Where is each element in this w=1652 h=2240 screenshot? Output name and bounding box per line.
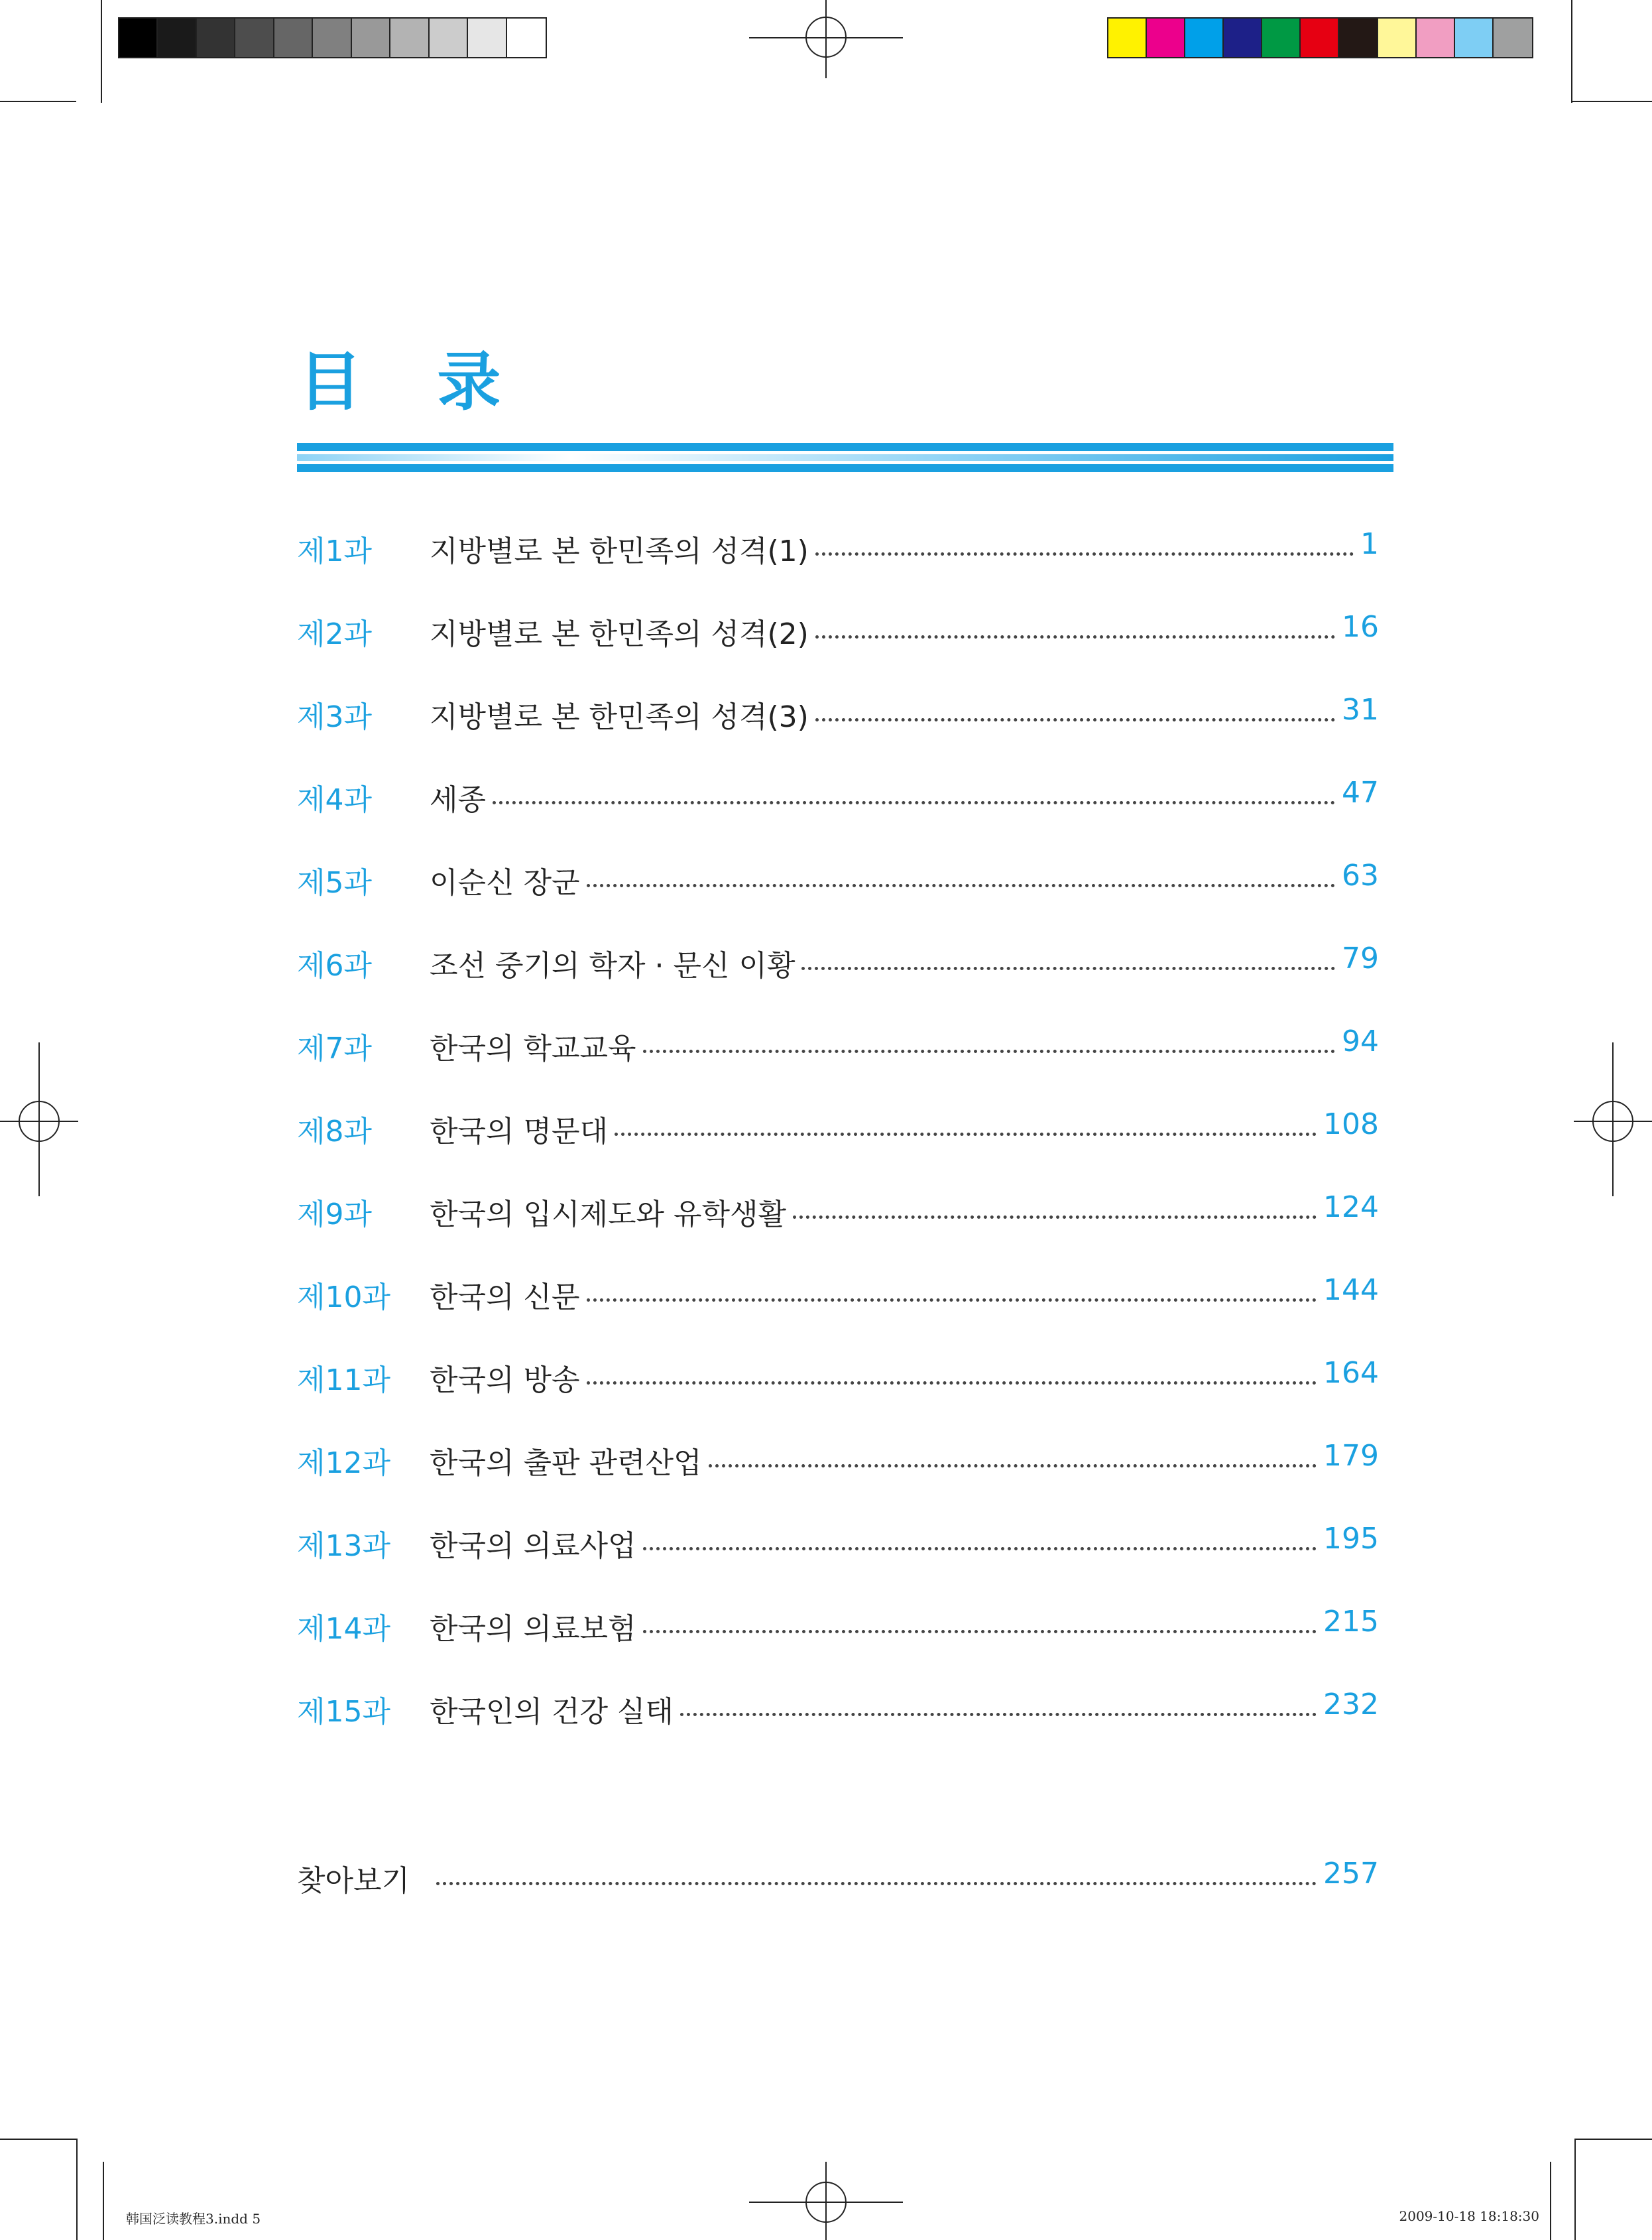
lesson-title: 지방별로 본 한민족의 성격(3) xyxy=(430,700,809,734)
leader-dots xyxy=(587,859,1335,887)
lesson-number: 제2과 xyxy=(297,617,373,651)
toc-row[interactable] xyxy=(297,776,1379,859)
index-page: 257 xyxy=(1323,1857,1379,1891)
page-number: 16 xyxy=(1342,610,1379,644)
toc-row[interactable] xyxy=(297,1025,1379,1107)
color-swatch xyxy=(235,19,274,57)
color-swatch xyxy=(313,19,351,57)
color-swatch xyxy=(468,19,506,57)
page-number: 179 xyxy=(1323,1439,1379,1473)
leader-dots xyxy=(587,1273,1317,1302)
toc-row[interactable] xyxy=(297,1522,1379,1605)
color-swatch xyxy=(1417,19,1455,57)
leader-dots xyxy=(587,1356,1317,1385)
color-swatch xyxy=(1455,19,1494,57)
page-number: 124 xyxy=(1323,1190,1379,1224)
lesson-number: 제1과 xyxy=(297,534,373,568)
color-swatch xyxy=(1108,19,1147,57)
leader-dots xyxy=(815,527,1354,556)
toc-row[interactable] xyxy=(297,1688,1379,1771)
page-number: 195 xyxy=(1323,1522,1379,1556)
page-number: 108 xyxy=(1323,1107,1379,1141)
lesson-number: 제9과 xyxy=(297,1198,373,1231)
page-title: 目 录 xyxy=(298,345,528,419)
color-swatch xyxy=(352,19,390,57)
color-swatch xyxy=(197,19,235,57)
leader-dots xyxy=(436,1857,1317,1885)
toc-row[interactable] xyxy=(297,1605,1379,1688)
lesson-number: 제6과 xyxy=(297,949,373,983)
color-swatch xyxy=(158,19,196,57)
leader-dots xyxy=(815,610,1335,639)
lesson-title: 한국의 신문 xyxy=(430,1280,580,1314)
lesson-title: 한국의 학교교육 xyxy=(430,1032,636,1066)
lesson-number: 제3과 xyxy=(297,700,373,734)
toc-row[interactable] xyxy=(297,942,1379,1025)
page-number: 31 xyxy=(1342,693,1379,727)
lesson-title: 한국인의 건강 실태 xyxy=(430,1695,674,1729)
table-of-contents xyxy=(297,527,1379,1771)
page-number: 144 xyxy=(1323,1273,1379,1307)
lesson-title: 세종 xyxy=(430,783,487,817)
page-number: 94 xyxy=(1342,1025,1379,1058)
lesson-title: 한국의 입시제도와 유학생활 xyxy=(430,1198,787,1231)
toc-row[interactable] xyxy=(297,859,1379,942)
lesson-number: 제5과 xyxy=(297,866,373,900)
page-number: 232 xyxy=(1323,1688,1379,1721)
grayscale-bar xyxy=(118,17,547,58)
lesson-title: 지방별로 본 한민족의 성격(1) xyxy=(430,534,809,568)
lesson-number: 제10과 xyxy=(297,1280,390,1314)
leader-dots xyxy=(709,1439,1317,1467)
toc-row[interactable] xyxy=(297,1356,1379,1439)
lesson-number: 제4과 xyxy=(297,783,373,817)
color-swatch xyxy=(119,19,158,57)
leader-dots xyxy=(793,1190,1317,1219)
color-swatch xyxy=(274,19,313,57)
color-swatch xyxy=(1224,19,1262,57)
lesson-number: 제8과 xyxy=(297,1115,373,1149)
footer-file: 韩国泛读教程3.indd 5 xyxy=(126,2211,261,2227)
page-number: 79 xyxy=(1342,942,1379,975)
lesson-number: 제12과 xyxy=(297,1446,390,1480)
color-bar xyxy=(1107,17,1533,58)
leader-dots xyxy=(493,776,1335,804)
lesson-number: 제7과 xyxy=(297,1032,373,1066)
page-number: 1 xyxy=(1360,527,1379,561)
leader-dots xyxy=(643,1605,1317,1633)
page-number: 47 xyxy=(1342,776,1379,810)
index-label: 찾아보기 xyxy=(297,1864,410,1898)
color-swatch xyxy=(1262,19,1301,57)
color-swatch xyxy=(1185,19,1224,57)
color-swatch xyxy=(1378,19,1417,57)
color-swatch xyxy=(1339,19,1378,57)
toc-row[interactable] xyxy=(297,1439,1379,1522)
lesson-number: 제15과 xyxy=(297,1695,390,1729)
toc-row[interactable] xyxy=(297,1273,1379,1356)
footer-timestamp: 2009-10-18 18:18:30 xyxy=(1399,2208,1539,2224)
color-swatch xyxy=(1301,19,1339,57)
leader-dots xyxy=(680,1688,1317,1716)
leader-dots xyxy=(815,693,1335,721)
page-number: 63 xyxy=(1342,859,1379,893)
toc-row[interactable] xyxy=(297,610,1379,693)
index-entry[interactable] xyxy=(297,1857,1379,1899)
toc-row[interactable] xyxy=(297,693,1379,776)
color-swatch xyxy=(1494,19,1532,57)
toc-row[interactable] xyxy=(297,1107,1379,1190)
color-swatch xyxy=(430,19,468,57)
lesson-title: 한국의 명문대 xyxy=(430,1115,609,1149)
toc-row[interactable] xyxy=(297,527,1379,610)
lesson-title: 지방별로 본 한민족의 성격(2) xyxy=(430,617,809,651)
lesson-number: 제13과 xyxy=(297,1529,390,1563)
leader-dots xyxy=(643,1522,1317,1550)
page-number: 215 xyxy=(1323,1605,1379,1639)
color-swatch xyxy=(390,19,429,57)
lesson-title: 조선 중기의 학자 · 문신 이황 xyxy=(430,949,796,983)
lesson-title: 한국의 의료보험 xyxy=(430,1612,636,1646)
leader-dots xyxy=(643,1025,1335,1053)
lesson-number: 제14과 xyxy=(297,1612,390,1646)
lesson-title: 한국의 의료사업 xyxy=(430,1529,636,1563)
color-swatch xyxy=(1147,19,1185,57)
lesson-title: 이순신 장군 xyxy=(430,866,580,900)
page-number: 164 xyxy=(1323,1356,1379,1390)
color-swatch xyxy=(507,19,546,57)
leader-dots xyxy=(615,1107,1317,1136)
lesson-title: 한국의 출판 관련산업 xyxy=(430,1446,702,1480)
lesson-title: 한국의 방송 xyxy=(430,1363,580,1397)
toc-row[interactable] xyxy=(297,1190,1379,1273)
leader-dots xyxy=(801,942,1335,970)
lesson-number: 제11과 xyxy=(297,1363,390,1397)
